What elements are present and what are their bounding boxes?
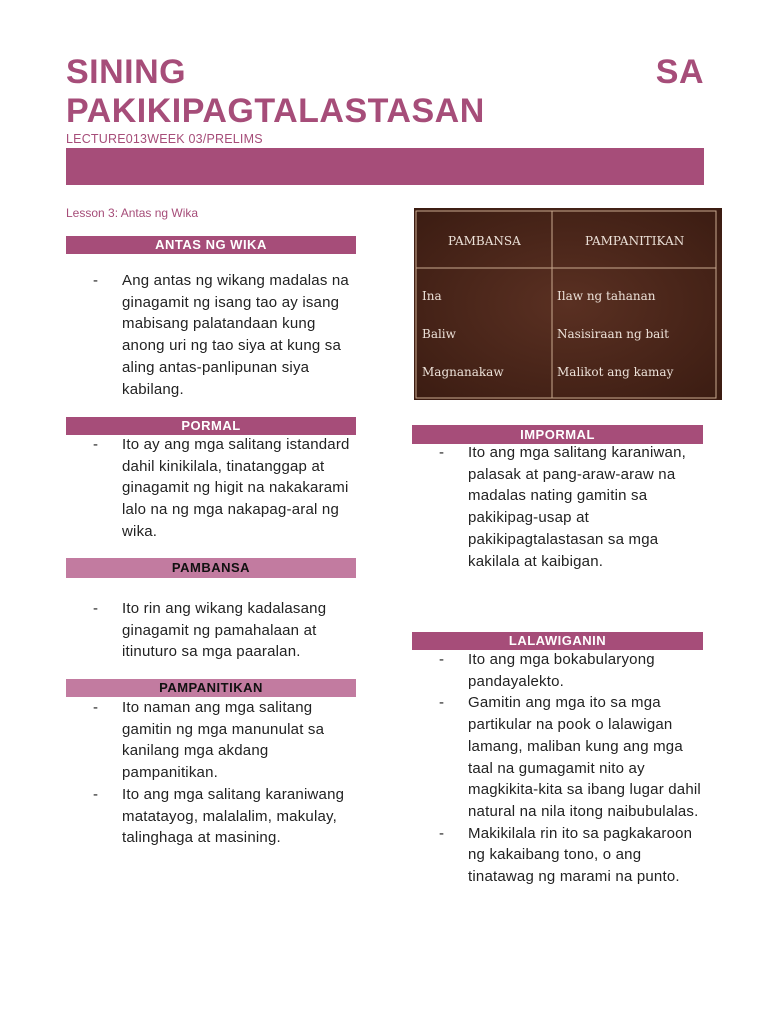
list-item: - Ito ang mga bokabularyong pandayalekto. [439,651,655,690]
header-banner [66,148,704,185]
title-word-sa: SA [655,53,704,91]
dash-marker: - [93,699,99,716]
heading-pormal: PORMAL [66,417,356,435]
table-cell: Malikot ang kamay [557,365,674,379]
list-item: - Ito naman ang mga salitang gamitin ng mga manunulat sa kanilang mga akdang pampanitikan. [93,699,325,782]
heading-antas-ng-wika: ANTAS NG WIKA [66,236,356,254]
list-item: - Ang antas ng wikang madalas na ginagamit ng isang tao ay isang mabisang palatandaan kung anong uri ng tao siya at kung sa aling antas-panlipunan siya kabilang. [93,272,349,398]
title-word-sining: SINING [66,53,187,91]
dash-marker: - [439,651,445,668]
dash-marker: - [439,694,445,712]
list-item: - Makikilala rin ito sa pagkakaroon ng kakaibang tono, o ang tinatawag ng marami na punto. [439,824,693,886]
table-header-pampanitikan: PAMPANITIKAN [585,234,685,248]
list-pampanitikan [66,697,356,849]
dash-marker: - [439,824,445,842]
table-photo-graphic [414,208,722,400]
dash-marker: - [439,444,445,461]
list-impormal [412,442,703,572]
dash-marker: - [93,272,99,289]
list-item: - Ito rin ang wikang kadalasang ginagamit ng pamahalaan at itinuturo sa mga paaralan. [93,600,327,661]
list-pormal [66,434,356,543]
list-pambansa [66,598,356,663]
list-antas-ng-wika [66,270,356,400]
table-photo [414,208,722,400]
list-item: - Ito ang mga salitang karaniwan, palasak at pang-araw-araw na madalas nating gamitin sa pakikipag-usap at pakikipagtalastasan sa mga kakilala at kaibigan. [439,444,686,570]
heading-lalawiganin: LALAWIGANIN [412,632,703,650]
table-header-pambansa: PAMBANSA [448,234,521,248]
table-cell: Magnanakaw [422,365,504,379]
list-item: - Ito ay ang mga salitang istandard dahil kinikilala, tinatanggap at ginagamit ng higit na nakakarami lalo na ng mga nakapag-aral ng wika. [93,436,350,540]
list-item: - Gamitin ang mga ito sa mga partikular na pook o lalawigan lamang, maliban kung ang mga taal na gumagamit nito ay magkikita-kita sa ibang lugar dahil natural na nila itong naibubulalas. [439,694,701,820]
heading-pambansa: PAMBANSA [66,558,356,578]
list-lalawiganin [412,649,703,888]
table-cell: Baliw [422,327,456,341]
page-title-line2: PAKIKIPAGTALASTASAN [66,92,485,130]
table-cell: Ilaw ng tahanan [557,289,656,303]
lesson-label: Lesson 3: Antas ng Wika [66,206,199,220]
lecture-subtitle: LECTURE013WEEK 03/PRELIMS [66,132,263,146]
heading-impormal: IMPORMAL [412,425,703,444]
table-cell: Nasisiraan ng bait [557,327,669,341]
dash-marker: - [93,436,99,453]
dash-marker: - [93,600,99,617]
heading-pampanitikan: PAMPANITIKAN [66,679,356,697]
table-cell: Ina [422,289,442,303]
dash-marker: - [93,785,99,803]
list-item: - Ito ang mga salitang karaniwang matatayog, malalalim, makulay, talinghaga at masining. [93,785,345,847]
page-title [66,55,704,89]
